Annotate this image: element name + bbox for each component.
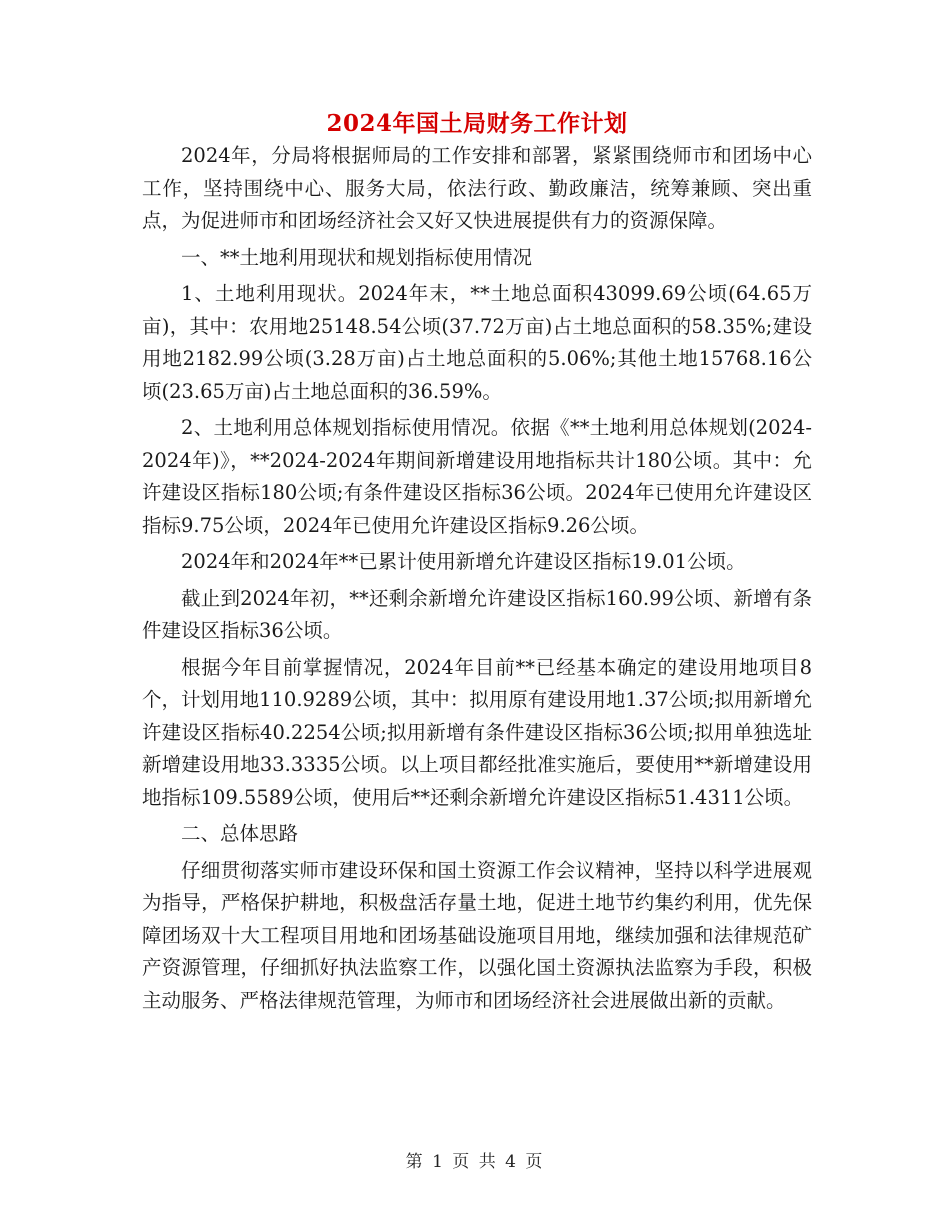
document-body [142, 108, 812, 1017]
paragraph-remaining: 截止到2024年初，**还剩余新增允许建设区指标160.99公顷、新增有条件建设区指标36公顷。 [142, 586, 812, 642]
paragraph-cumulative-use: 2024年和2024年**已累计使用新增允许建设区指标19.01公顷。 [181, 550, 746, 573]
section-heading-2: 二、总体思路 [181, 822, 299, 845]
paragraph-overall-approach: 仔细贯彻落实师市建设环保和国土资源工作会议精神，坚持以科学进展观为指导，严格保护耕地，积极盘活存量土地，促进土地节约集约利用，优先保障团场双十大工程项目用地和团场基础设施项目用地，继续加强和法律规范矿产资源管理，仔细抓好执法监察工作，以强化国土资源执法监察为手段，积极主动服务、严格法律规范管理，为师市和团场经济社会进展做出新的贡献。 [142, 858, 812, 1012]
paragraph-land-status: 1、土地利用现状。2024年末，**土地总面积43099.69公顷(64.65万亩)，其中：农用地25148.54公顷(37.72万亩)占土地总面积的58.35%;建设用地2182.99公顷(3.28万亩)占土地总面积的5.06%;其他土地15768.16公顷(23.65万亩)占土地总面积的36.59%。 [142, 282, 812, 403]
paragraph-intro: 2024年，分局将根据师局的工作安排和部署，紧紧围绕师市和团场中心工作，坚持围绕中心、服务大局，依法行政、勤政廉洁，统筹兼顾、突出重点，为促进师市和团场经济社会又好又快进展提供有力的资源保障。 [142, 144, 812, 232]
document-title: 2024年国土局财务工作计划 [326, 110, 628, 137]
section-heading-1: 一、**土地利用现状和规划指标使用情况 [181, 245, 533, 269]
page-number-footer: 第 1 页 共 4 页 [405, 1152, 545, 1172]
paragraph-plan-indicators: 2、土地利用总体规划指标使用情况。依据《**土地利用总体规划(2024-2024年)》，**2024-2024年期间新增建设用地指标共计180公顷。其中：允许建设区指标180公顷;有条件建设区指标36公顷。2024年已使用允许建设区指标9.75公顷，2024年已使用允许建设区指标9.26公顷。 [142, 416, 812, 537]
paragraph-projects: 根据今年目前掌握情况，2024年目前**已经基本确定的建设用地项目8个，计划用地110.9289公顷，其中：拟用原有建设用地1.37公顷;拟用新增允许建设区指标40.2254公顷;拟用新增有条件建设区指标36公顷;拟用单独选址新增建设用地33.3335公顷。以上项目都经批准实施后，要使用**新增建设用地指标109.5589公顷，使用后**还剩余新增允许建设区指标51.4311公顷。 [142, 655, 812, 809]
